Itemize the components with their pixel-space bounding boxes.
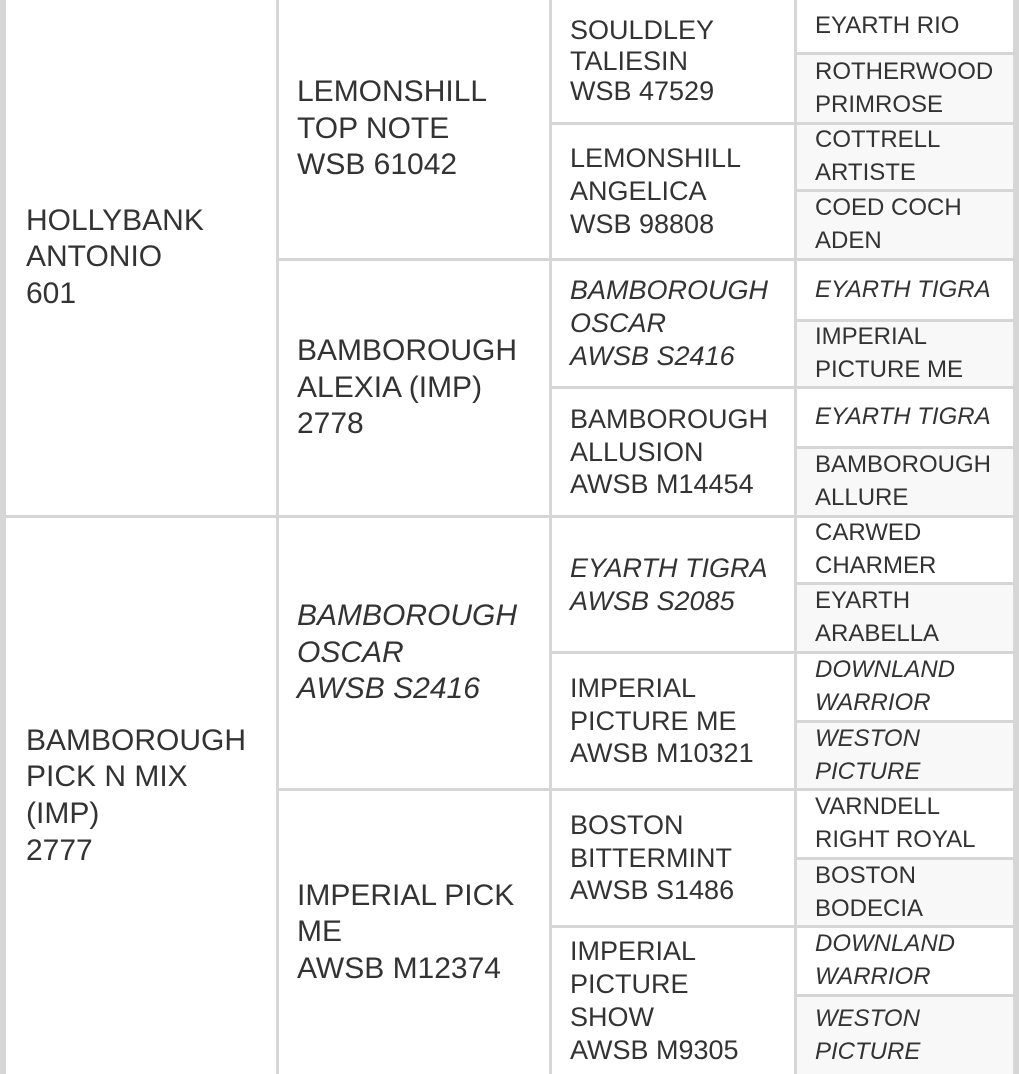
gen4-cell-10 (797, 585, 1013, 651)
gen4-cell-1 (797, 0, 1013, 52)
name-line: BAMBOROUGH (297, 599, 518, 633)
name-line: BAMBOROUGH (815, 451, 992, 479)
name-line: ANGELICA (570, 176, 707, 207)
name-line: DOWNLAND (815, 930, 956, 958)
name-line: ARTISTE (815, 159, 916, 186)
name-line: SOULDLEY (570, 14, 715, 45)
ds-dam-cell (552, 654, 794, 788)
name-line: PICTURE (570, 969, 689, 1000)
name-line: 601 (26, 276, 77, 310)
name-line: PICTURE ME (570, 705, 737, 736)
name-line: IMPERIAL (570, 672, 697, 703)
gen4-cell-5 (797, 261, 1013, 319)
name-line: BITTERMINT (570, 842, 732, 873)
name-line: IMPERIAL (815, 323, 928, 351)
name-line: PICK N MIX (26, 760, 188, 794)
name-line: WARRIOR (815, 963, 931, 990)
sd-dam-cell (552, 389, 794, 515)
name-line: AWSB M12374 (297, 951, 501, 985)
name-line: ARABELLA (815, 620, 940, 647)
name-line: DOWNLAND (815, 656, 956, 684)
name-line: ROTHERWOOD (815, 57, 994, 85)
name-line: EYARTH TIGRA (570, 552, 768, 583)
name-line: WARRIOR (815, 689, 931, 716)
name-line: BAMBOROUGH (570, 403, 769, 434)
name-line: EYARTH TIGRA (815, 275, 991, 303)
name-line: AWSB S1486 (570, 875, 735, 906)
name-line: AWSB S2085 (570, 585, 735, 616)
gen4-cell-11 (797, 654, 1013, 720)
gen4-cell-13 (797, 791, 1013, 857)
name-line: TOP NOTE (297, 111, 450, 145)
gen4-cell-2 (797, 55, 1013, 122)
name-line: WSB 47529 (570, 76, 715, 107)
name-line: ALLURE (815, 484, 909, 511)
name-line: AWSB M14454 (570, 469, 754, 500)
dd-sire-cell (552, 791, 794, 925)
name-line: BOSTON (815, 861, 916, 889)
gen4-cell-3 (797, 125, 1013, 189)
name-line: OSCAR (297, 635, 404, 669)
gen4-cell-8 (797, 449, 1013, 515)
name-line: PICTURE (815, 757, 921, 785)
gen4-cell-9 (797, 518, 1013, 582)
sire-dam-cell (279, 261, 549, 515)
gen4-cell-6 (797, 322, 1013, 386)
name-line: AWSB S2416 (297, 672, 480, 706)
name-line: CARWED (815, 519, 922, 547)
sire-cell (6, 0, 276, 515)
gen4-cell-7 (797, 389, 1013, 446)
name-line: SHOW (570, 1002, 654, 1032)
name-line: BAMBOROUGH (570, 275, 769, 306)
ss-dam-cell (552, 125, 794, 258)
name-line: VARNDELL (815, 793, 940, 821)
sire-sire-cell (279, 0, 549, 258)
name-line: COED COCH (815, 194, 962, 222)
name-line: BOSTON (570, 809, 684, 840)
name-line: WSB 61042 (297, 148, 458, 182)
name-line: RIGHT ROYAL (815, 826, 976, 853)
name-line: (IMP) (26, 797, 100, 830)
ds-sire-cell (552, 518, 794, 651)
name-line: EYARTH (815, 587, 911, 615)
dam-sire-cell (279, 518, 549, 788)
name-line: OSCAR (570, 308, 667, 339)
name-line: EYARTH RIO (815, 11, 960, 39)
name-line: LEMONSHILL (570, 143, 742, 174)
name-line: HOLLYBANK (26, 203, 204, 237)
ss-sire-cell (552, 0, 794, 122)
dam-dam-cell (279, 791, 549, 1074)
name-line: PRIMROSE (815, 90, 944, 118)
dd-dam-cell (552, 928, 794, 1074)
name-line: IMPERIAL PICK (297, 878, 515, 912)
name-line: EYARTH TIGRA (815, 403, 991, 431)
name-line: TALIESIN (570, 45, 689, 76)
name-line: IMPERIAL (570, 936, 697, 967)
name-line: ADEN (815, 227, 882, 254)
name-line: BAMBOROUGH (297, 334, 518, 368)
name-line: ALLUSION (570, 436, 704, 467)
name-line: AWSB M10321 (570, 738, 754, 769)
name-line: ANTONIO (26, 240, 163, 274)
name-line: ME (297, 915, 342, 949)
gen4-cell-16 (797, 997, 1013, 1074)
name-line: BAMBOROUGH (26, 723, 247, 757)
dam-cell (6, 518, 276, 1074)
gen4-cell-15 (797, 928, 1013, 994)
name-line: PICTURE ME (815, 356, 964, 383)
name-line: CHARMER (815, 552, 937, 579)
name-line: 2778 (297, 407, 364, 441)
name-line: BODECIA (815, 894, 924, 922)
name-line: LEMONSHILL (297, 75, 488, 109)
name-line: 2777 (26, 833, 93, 867)
name-line: COTTRELL (815, 126, 941, 154)
sd-sire-cell (552, 261, 794, 386)
gen4-cell-14 (797, 860, 1013, 925)
gen4-cell-12 (797, 723, 1013, 788)
name-line: AWSB M9305 (570, 1034, 739, 1065)
name-line: WESTON (815, 724, 920, 752)
gen4-cell-4 (797, 192, 1013, 258)
name-line: WSB 98808 (570, 208, 715, 239)
name-line: AWSB S2416 (570, 340, 735, 371)
name-line: ALEXIA (IMP) (297, 370, 483, 404)
name-line: PICTURE (815, 1037, 921, 1065)
name-line: WESTON (815, 1004, 920, 1032)
